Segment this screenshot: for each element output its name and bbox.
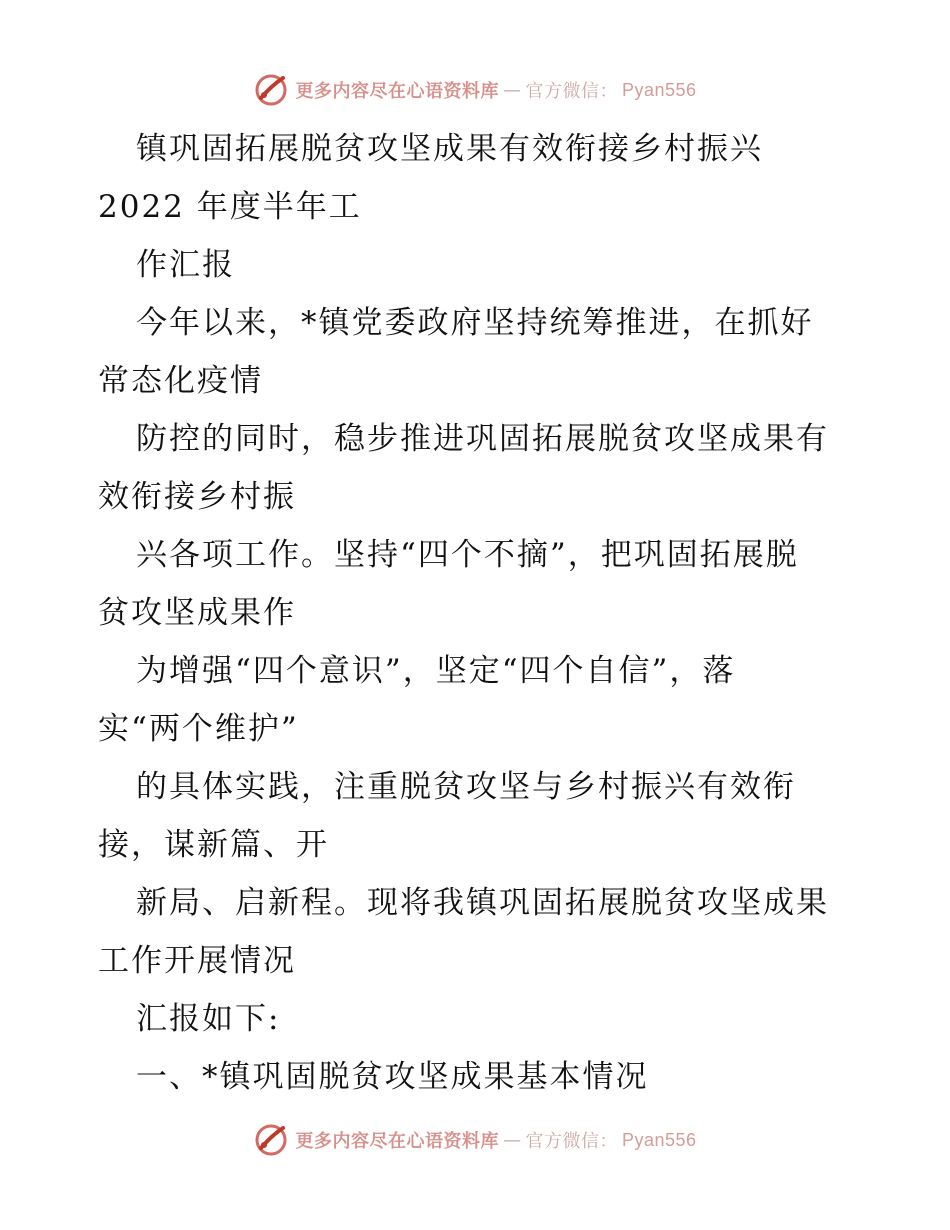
watermark-dash: — bbox=[502, 79, 522, 101]
document-body bbox=[98, 120, 858, 1106]
title-line-2: 2022 年度半年工 bbox=[98, 189, 362, 225]
watermark-brand: 更多内容尽在心语资料库 bbox=[295, 1131, 499, 1152]
watermark-dash: — bbox=[502, 1129, 522, 1151]
title-line-3: 作汇报 bbox=[136, 247, 235, 283]
paragraph-line: 防控的同时，稳步推进巩固拓展脱贫攻坚成果有 bbox=[136, 421, 829, 457]
header-watermark bbox=[0, 70, 950, 110]
watermark-contact-id: Pyan556 bbox=[621, 79, 697, 100]
paragraph-line: 的具体实践，注重脱贫攻坚与乡村振兴有效衔 bbox=[136, 769, 796, 805]
paragraph-line: 贫攻坚成果作 bbox=[98, 595, 296, 631]
section-heading: 一、*镇巩固脱贫攻坚成果基本情况 bbox=[136, 1059, 649, 1095]
paragraph-line: 为增强“四个意识”，坚定“四个自信”，落 bbox=[136, 653, 736, 689]
brush-logo-icon bbox=[253, 72, 289, 108]
paragraph-line: 接，谋新篇、开 bbox=[98, 827, 329, 863]
watermark-contact-label: 官方微信： bbox=[525, 81, 618, 102]
paragraph-line: 工作开展情况 bbox=[98, 943, 296, 979]
watermark-contact-label: 官方微信： bbox=[525, 1131, 618, 1152]
paragraph-line: 效衔接乡村振 bbox=[98, 479, 296, 515]
title-line-1: 镇巩固拓展脱贫攻坚成果有效衔接乡村振兴 bbox=[136, 131, 763, 167]
paragraph-line: 新局、启新程。现将我镇巩固拓展脱贫攻坚成果 bbox=[136, 885, 829, 921]
paragraph-line: 汇报如下: bbox=[136, 1001, 281, 1037]
paragraph-line: 今年以来，*镇党委政府坚持统筹推进，在抓好 bbox=[136, 305, 814, 341]
paragraph-line: 常态化疫情 bbox=[98, 363, 263, 399]
watermark-contact-id: Pyan556 bbox=[621, 1129, 697, 1150]
paragraph-line: 兴各项工作。坚持“四个不摘”，把巩固拓展脱 bbox=[136, 537, 799, 573]
brush-logo-icon bbox=[253, 1122, 289, 1158]
footer-watermark bbox=[0, 1120, 950, 1160]
watermark-brand: 更多内容尽在心语资料库 bbox=[295, 81, 499, 102]
paragraph-line: 实“两个维护” bbox=[98, 711, 299, 747]
